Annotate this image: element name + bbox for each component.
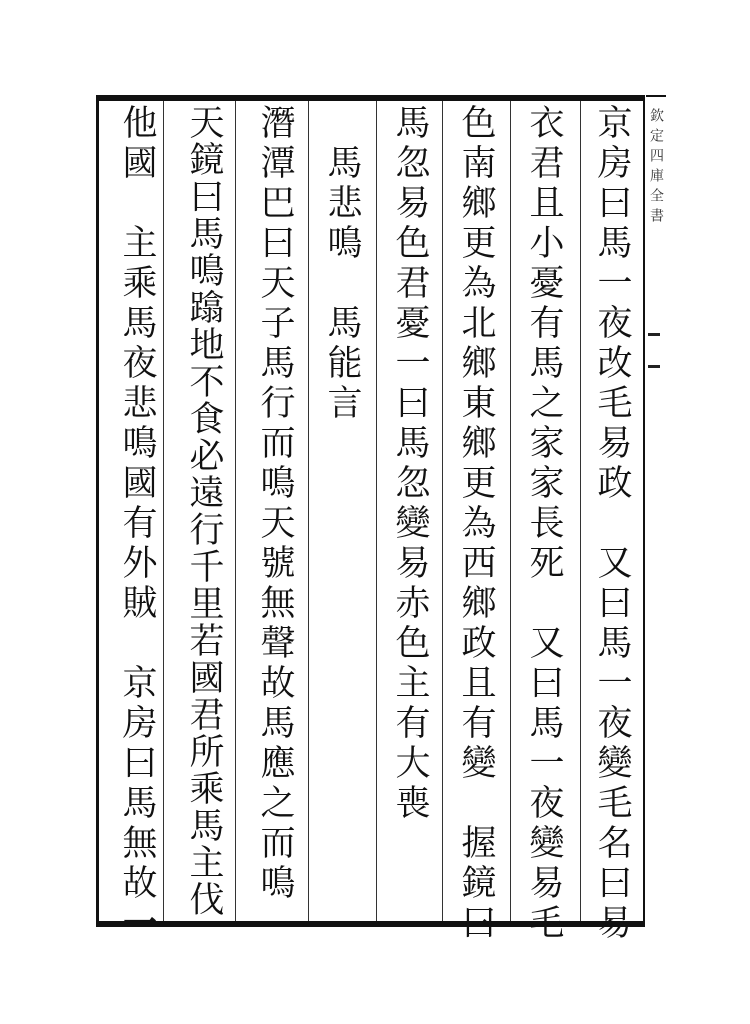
- text-column-4: 馬忽易色君憂一曰馬忽變易赤色主有大喪: [390, 104, 430, 824]
- column-divider: [580, 101, 581, 921]
- fore-edge-rule: [648, 365, 660, 368]
- text-column-1: 京房曰馬一夜改毛易政 又曰馬一夜變毛名曰易: [592, 104, 632, 944]
- column-divider: [235, 101, 236, 921]
- column-divider: [163, 101, 164, 921]
- text-column-8: 他國 主乘馬夜悲鳴國有外賊 京房曰馬無故一: [117, 104, 157, 944]
- column-divider: [376, 101, 377, 921]
- fore-edge-rule: [648, 333, 660, 336]
- text-column-6: 潛潭巴曰天子馬行而鳴天號無聲故馬應之而鳴: [255, 104, 295, 904]
- text-column-7: 天鏡曰馬鳴蹹地不食必遠行千里若國君所乘馬主伐: [184, 104, 224, 918]
- column-divider: [510, 101, 511, 921]
- column-divider: [442, 101, 443, 921]
- text-column-5-heading: 馬悲鳴 馬能言: [322, 104, 362, 424]
- text-column-2: 衣君且小憂有馬之家家長死 又曰馬一夜變易毛: [524, 104, 564, 944]
- text-column-3: 色南鄉更為北鄉東鄉更為西鄉政且有變 握鏡曰: [456, 104, 496, 944]
- column-divider: [308, 101, 309, 921]
- fore-edge-text: 欽定四庫全書: [648, 108, 664, 228]
